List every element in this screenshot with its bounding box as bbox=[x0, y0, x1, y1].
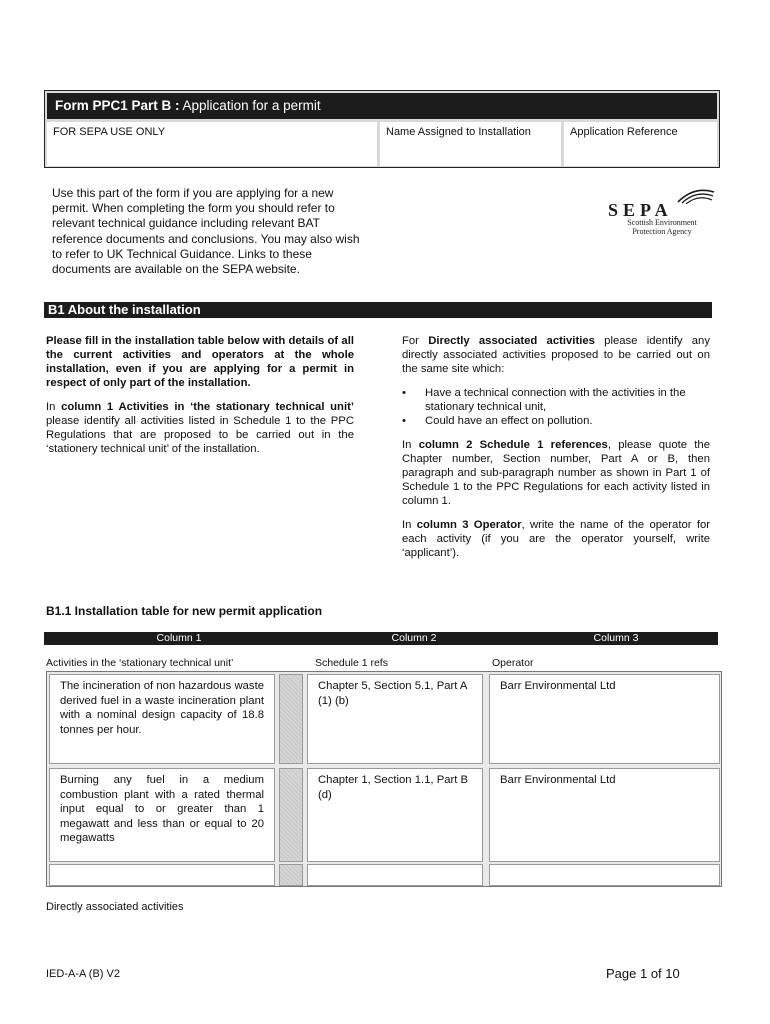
name-assigned-label: Name Assigned to Installation bbox=[386, 126, 531, 138]
right-paragraph-2 bbox=[402, 438, 710, 508]
logo-subtitle bbox=[612, 219, 712, 236]
table-subheading: B1.1 Installation table for new permit application bbox=[46, 604, 323, 618]
right-p1-rest: please identify any directly associated activities proposed to be carried out on the same site which: bbox=[402, 335, 710, 375]
column-1-label: Column 1 bbox=[156, 632, 202, 644]
right-p3-rest: , write the name of the operator for each activity (if you are the operator yourself, write ‘applicant’). bbox=[402, 519, 711, 559]
logo-wordmark: SEPA bbox=[608, 200, 673, 220]
application-reference-field[interactable] bbox=[564, 122, 717, 166]
name-assigned-field[interactable] bbox=[380, 122, 561, 166]
left-p1-bold: Please fill in the installation table below with details of all the current activities and operators at the whole installation, even if you are applying for a permit in respect of only part of the installation. bbox=[46, 335, 354, 389]
right-p3-bold: column 3 Operator bbox=[416, 519, 522, 531]
logo-subtitle-line2: Protection Agency bbox=[632, 226, 692, 236]
criteria-item: • Have a technical connection with the activities in the stationary technical unit, bbox=[402, 386, 710, 414]
schedule-ref-cell[interactable]: Chapter 1, Section 1.1, Part B (d) bbox=[307, 768, 483, 862]
right-p1-bold: Directly associated activities bbox=[428, 335, 595, 347]
activities-header: Activities in the ‘stationary technical unit’ bbox=[46, 657, 234, 669]
page-number: Page 1 of 10 bbox=[606, 966, 680, 981]
form-title bbox=[47, 93, 717, 119]
right-p3-pre: In bbox=[402, 519, 417, 531]
sepa-use-only-field[interactable] bbox=[47, 122, 377, 166]
section-heading: B1 About the installation bbox=[44, 302, 712, 318]
form-header bbox=[44, 90, 720, 168]
left-p2-rest: please identify all activities listed in Schedule 1 to the PPC Regulations that are proposed to be carried out in the ‘stationery technical unit’ of the installation. bbox=[46, 415, 354, 455]
column-separator bbox=[279, 674, 303, 764]
left-p2-bold: column 1 Activities in ‘the stationary technical unit’ bbox=[61, 401, 354, 413]
schedule-ref-cell[interactable]: Chapter 5, Section 5.1, Part A (1) (b) bbox=[307, 674, 483, 764]
right-instructions bbox=[402, 334, 710, 570]
operator-cell[interactable]: Barr Environmental Ltd bbox=[489, 674, 720, 764]
left-paragraph-2 bbox=[46, 400, 354, 456]
column-bar bbox=[44, 632, 718, 645]
wave-icon bbox=[676, 186, 716, 204]
application-reference-label: Application Reference bbox=[570, 126, 678, 138]
schedule-refs-header: Schedule 1 refs bbox=[315, 657, 388, 669]
schedule-ref-cell[interactable] bbox=[307, 864, 483, 886]
installation-table bbox=[46, 671, 722, 887]
intro-text: Use this part of the form if you are applying for a new permit. When completing the form you should refer to relevant technical guidance including relevant BAT reference documents and conclusions. You may also wish to refer to UK Technical Guidance. Links to these documents are available on the SEPA website. bbox=[52, 186, 360, 277]
left-paragraph-1 bbox=[46, 334, 354, 390]
right-paragraph-3 bbox=[402, 518, 710, 560]
sepa-use-label: FOR SEPA USE ONLY bbox=[53, 126, 166, 138]
form-code: IED-A-A (B) V2 bbox=[46, 968, 120, 980]
sepa-logo bbox=[604, 186, 714, 236]
logo-subtitle-line1: Scottish Environment bbox=[627, 218, 697, 227]
operator-cell[interactable]: Barr Environmental Ltd bbox=[489, 768, 720, 862]
left-p2-pre: In bbox=[46, 401, 62, 413]
column-separator bbox=[279, 768, 303, 862]
column-3-label: Column 3 bbox=[593, 632, 639, 644]
operator-header: Operator bbox=[492, 657, 534, 669]
form-title-bold: Form PPC1 Part B : bbox=[55, 98, 180, 113]
right-p2-rest: , please quote the Chapter number, Section number, Part A or B, then paragraph and sub-paragraph number as shown in Part 1 of Schedule 1 to the PPC Regulations for each activity listed in column 1. bbox=[402, 439, 710, 507]
right-p1-pre: For bbox=[402, 335, 429, 347]
activity-cell[interactable] bbox=[49, 864, 275, 886]
column-2-label: Column 2 bbox=[391, 632, 437, 644]
criteria-item: • Could have an effect on pollution. bbox=[402, 414, 710, 428]
right-p2-bold: column 2 Schedule 1 references bbox=[418, 439, 608, 451]
right-paragraph-1 bbox=[402, 334, 710, 376]
operator-cell[interactable] bbox=[489, 864, 720, 886]
left-instructions bbox=[46, 334, 354, 466]
activity-cell[interactable]: The incineration of non hazardous waste derived fuel in a waste incineration plant with a nominal design capacity of 18.8 tonnes per hour. bbox=[49, 674, 275, 764]
directly-associated-label: Directly associated activities bbox=[46, 901, 184, 913]
activity-cell[interactable]: Burning any fuel in a medium combustion plant with a rated thermal input equal to or greater than 1 megawatt and less than or equal to 20 megawatts bbox=[49, 768, 275, 862]
form-title-rest: Application for a permit bbox=[179, 98, 321, 113]
criteria-list bbox=[402, 386, 710, 428]
column-separator bbox=[279, 864, 303, 886]
right-p2-pre: In bbox=[402, 439, 419, 451]
